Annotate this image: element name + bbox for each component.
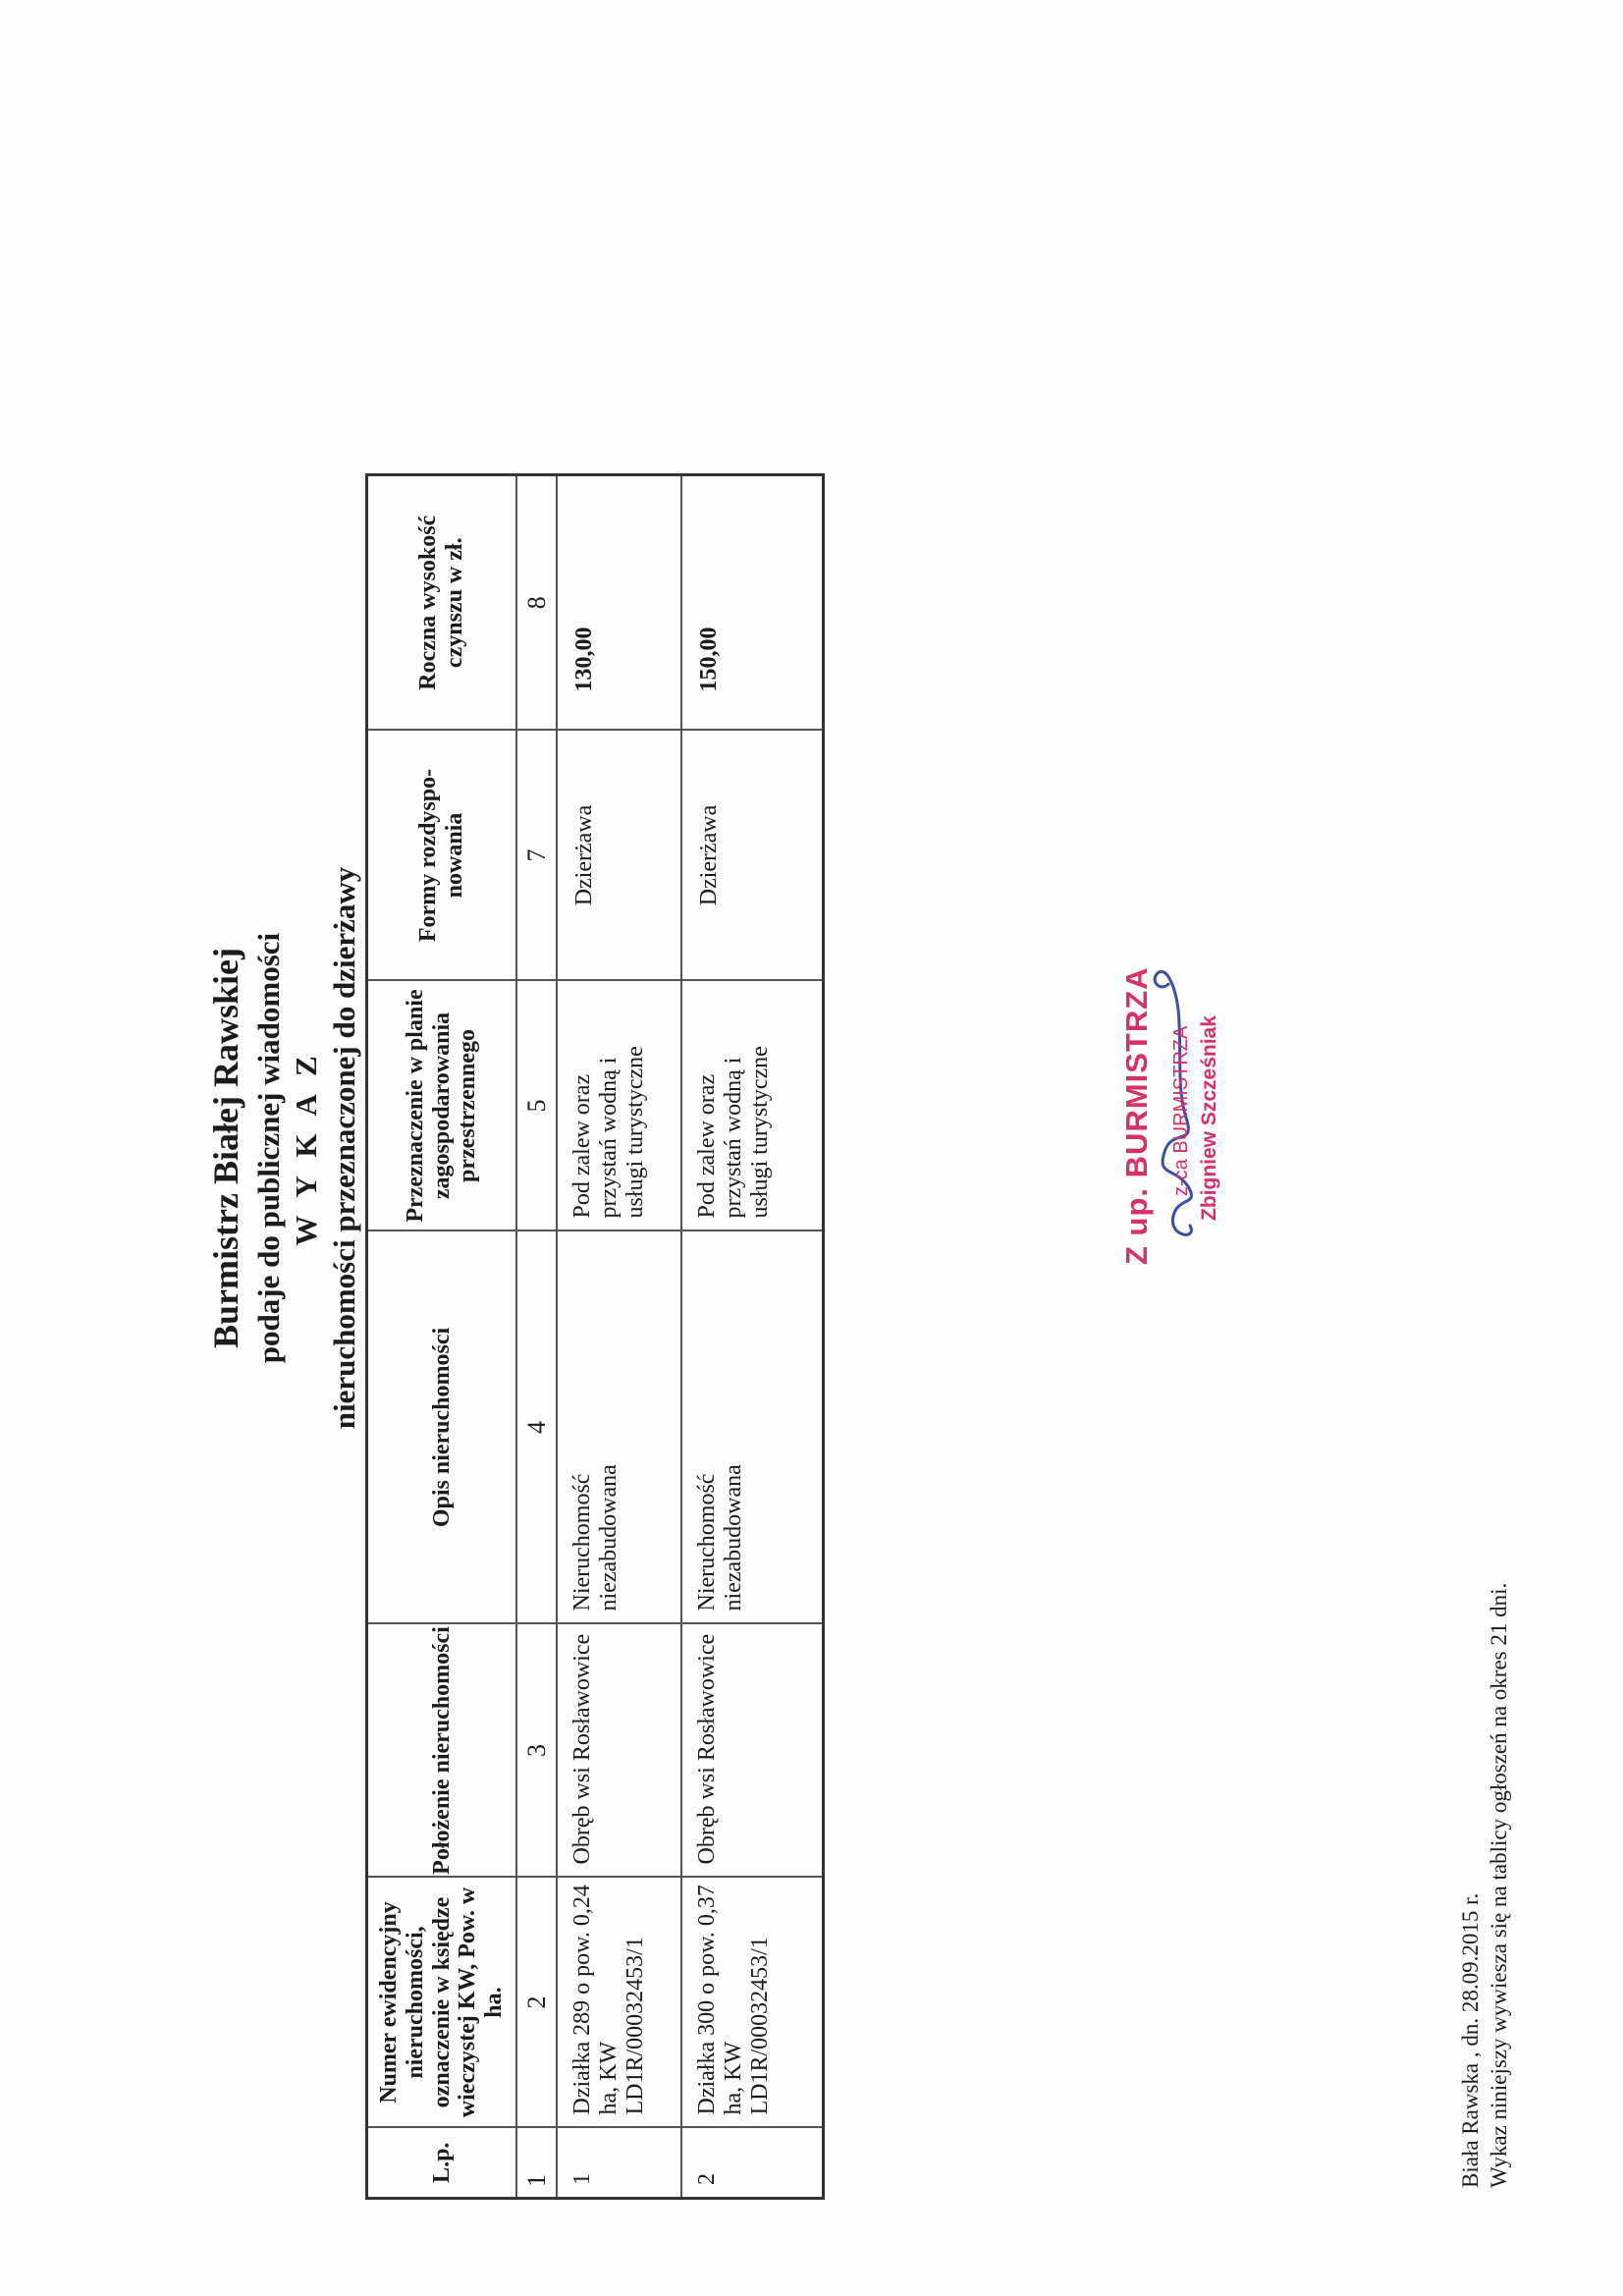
header-lp: L.p. — [367, 2128, 517, 2199]
notice-text: Wykaz niniejszy wywiesza się na tablicy ogłoszeń na okres 21 dni. — [1487, 1582, 1511, 2188]
location-text: Obręb wsi Rosławowice — [694, 1633, 720, 1865]
header-purpose: Przeznaczenie w planie zagospodarowania przestrzennego — [367, 981, 517, 1231]
plot-text: Działka 300 o pow. 0,37 ha, KW LD1R/00032453/1 — [694, 1885, 773, 2115]
description-text: Nieruchomość niezabudowana — [694, 1464, 746, 1612]
cell-rent — [557, 475, 681, 731]
cell-lp — [557, 2128, 681, 2199]
title-issuer: Burmistrz Białej Rawskiej — [206, 948, 245, 1348]
column-number: 4 — [516, 1231, 557, 1624]
header-form: Formy rozdyspo-nowania — [367, 731, 517, 981]
form-text: Dzierżawa — [696, 804, 722, 906]
purpose-text: Pod zalew oraz przystań wodną i usługi turystyczne — [694, 1046, 773, 1219]
column-number: 8 — [516, 475, 557, 731]
stamp-title: Z up. BURMISTRZA — [1119, 966, 1154, 1265]
table-row — [557, 475, 681, 2199]
title-subject: nieruchomości przeznaczonej do dzierżawy — [327, 866, 361, 1430]
cell-location — [557, 1624, 681, 1878]
location-text: Obręb wsi Rosławowice — [569, 1633, 595, 1865]
cell-plot — [557, 1878, 681, 2128]
rent-text: 130,00 — [571, 627, 597, 692]
title-announcement: podaje do publicznej wiadomości — [251, 932, 286, 1364]
column-number: 1 — [516, 2128, 557, 2199]
cell-rent — [681, 475, 824, 731]
lp-text: 1 — [569, 2173, 595, 2185]
cell-purpose — [557, 981, 681, 1231]
cell-lp — [681, 2128, 824, 2199]
place-date: Biała Rawska , dn. 28.09.2015 r. — [1458, 1892, 1483, 2188]
official-stamp — [1119, 951, 1267, 1265]
stamp-role: z-ca BURMISTRZA — [1170, 1025, 1192, 1196]
plot-text: Działka 289 o pow. 0,24 ha, KW LD1R/00032453/1 — [569, 1885, 648, 2115]
header-location: Położenie nieruchomości — [367, 1624, 517, 1878]
cell-form — [681, 731, 824, 981]
description-text: Nieruchomość niezabudowana — [569, 1464, 622, 1612]
table-row — [681, 475, 824, 2199]
lp-text: 2 — [694, 2173, 720, 2185]
header-rent: Roczna wysokość czynszu w zł. — [367, 475, 517, 731]
header-plot-number: Numer ewidencyjny nieruchomości, oznaczenie w księdze wieczystej KW, Pow. w ha. — [367, 1878, 517, 2128]
cell-description — [681, 1231, 824, 1624]
column-number: 3 — [516, 1624, 557, 1878]
column-number: 2 — [516, 1878, 557, 2128]
cell-description — [557, 1231, 681, 1624]
cell-plot — [681, 1878, 824, 2128]
form-text: Dzierżawa — [571, 804, 597, 906]
table-header-row — [367, 475, 517, 2199]
purpose-text: Pod zalew oraz przystań wodną i usługi turystyczne — [569, 1046, 648, 1219]
header-description: Opis nieruchomości — [367, 1231, 517, 1624]
cell-form — [557, 731, 681, 981]
title-wykaz: W Y K A Z — [289, 1050, 323, 1246]
column-number: 7 — [516, 731, 557, 981]
cell-location — [681, 1624, 824, 1878]
cell-purpose — [681, 981, 824, 1231]
column-number-row — [516, 475, 557, 2199]
rent-text: 150,00 — [696, 627, 722, 692]
stamp-name: Zbigniew Szcześniak — [1198, 1015, 1220, 1221]
property-table — [365, 473, 825, 2200]
column-number: 5 — [516, 981, 557, 1231]
